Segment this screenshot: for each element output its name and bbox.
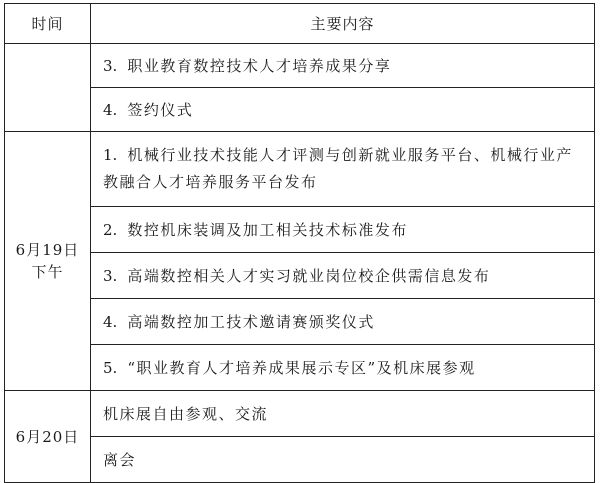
time-cell (5, 391, 91, 483)
table-row (5, 299, 595, 345)
time-period: 下午 (31, 263, 64, 281)
time-column-header: 时间 (5, 4, 91, 44)
item-number: 4. (103, 312, 118, 331)
agenda-item (91, 207, 595, 253)
item-number: 4. (103, 100, 118, 119)
item-number: 5. (103, 358, 118, 377)
item-text: “职业教育人才培养成果展示专区”及机床展参观 (127, 358, 476, 377)
item-number: 3. (103, 266, 118, 285)
agenda-item (91, 345, 595, 391)
table-row (5, 207, 595, 253)
item-number: 2. (103, 220, 118, 239)
table-row (5, 253, 595, 299)
schedule-table (4, 3, 595, 483)
item-text: 数控机床装调及加工相关技术标准发布 (127, 220, 408, 239)
time-cell-empty (5, 44, 91, 132)
agenda-item (91, 44, 595, 88)
time-date: 6月19日 (15, 241, 80, 259)
item-text: 机械行业技术技能人才评测与创新就业服务平台、机械行业产教融合人才培养服务平台发布 (103, 146, 573, 191)
table-row (5, 132, 595, 207)
item-text: 离会 (103, 450, 137, 469)
item-text: 职业教育数控技术人才培养成果分享 (127, 56, 392, 75)
agenda-item (91, 88, 595, 132)
agenda-item (91, 253, 595, 299)
table-row (5, 391, 595, 437)
item-text: 签约仪式 (127, 100, 194, 119)
table-row (5, 345, 595, 391)
agenda-item (91, 391, 595, 437)
agenda-item (91, 437, 595, 483)
item-number: 3. (103, 56, 118, 75)
agenda-item (91, 299, 595, 345)
table-row (5, 437, 595, 483)
agenda-item (91, 132, 595, 207)
time-date: 6月20日 (15, 427, 80, 446)
item-text: 高端数控相关人才实习就业岗位校企供需信息发布 (127, 266, 491, 285)
table-row (5, 44, 595, 88)
header-row (5, 4, 595, 44)
item-text: 机床展自由参观、交流 (103, 404, 269, 423)
content-column-header: 主要内容 (91, 4, 595, 44)
item-number: 1. (103, 146, 118, 164)
item-text: 高端数控加工技术邀请赛颁奖仪式 (127, 312, 375, 331)
time-cell (5, 132, 91, 391)
table-row (5, 88, 595, 132)
